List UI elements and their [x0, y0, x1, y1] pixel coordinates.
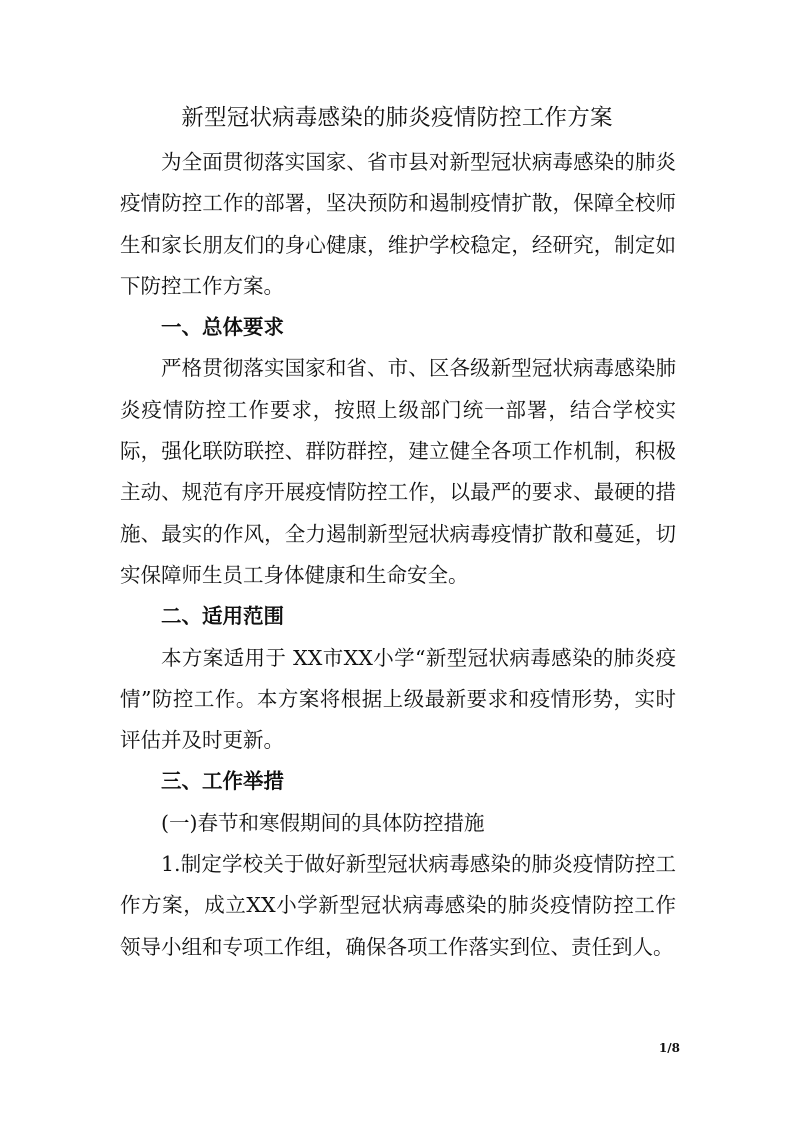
page-number: 1/8 [658, 1041, 680, 1055]
section-paragraph-overall-requirements: 严格贯彻落实国家和省、市、区各级新型冠状病毒感染肺炎疫情防控工作要求，按照上级部门统一部署，结合学校实际，强化联防联控、群防群控，建立健全各项工作机制，积极主动、规范有序开展疫情防控工作，以最严的要求、最硬的措施、最实的作风，全力遏制新型冠状病毒疫情扩散和蔓延，切实保障师生员工身体健康和生命安全。 [120, 356, 676, 587]
section-heading-overall-requirements: 一、总体要求 [161, 315, 284, 340]
intro-paragraph: 为全面贯彻落实国家、省市县对新型冠状病毒感染的肺炎疫情防控工作的部署，坚决预防和遏制疫情扩散，保障全校师生和家长朋友们的身心健康，维护学校稳定，经研究，制定如下防控工作方案。 [120, 150, 676, 298]
section-heading-measures: 三、工作举措 [161, 769, 284, 794]
section-heading-scope: 二、适用范围 [161, 604, 284, 629]
document-title: 新型冠状病毒感染的肺炎疫情防控工作方案 [181, 105, 613, 131]
document-body [120, 142, 676, 968]
subsection-heading-holiday-measures: (一)春节和寒假期间的具体防控措施 [161, 810, 485, 835]
measure-item-1: 1.制定学校关于做好新型冠状病毒感染的肺炎疫情防控工作方案，成立XX小学新型冠状病毒感染的肺炎疫情防控工作领导小组和专项工作组，确保各项工作落实到位、责任到人。 [120, 852, 676, 959]
section-paragraph-scope: 本方案适用于 XX市XX小学“新型冠状病毒感染的肺炎疫情”防控工作。本方案将根据上级最新要求和疫情形势，实时评估并及时更新。 [120, 645, 676, 753]
